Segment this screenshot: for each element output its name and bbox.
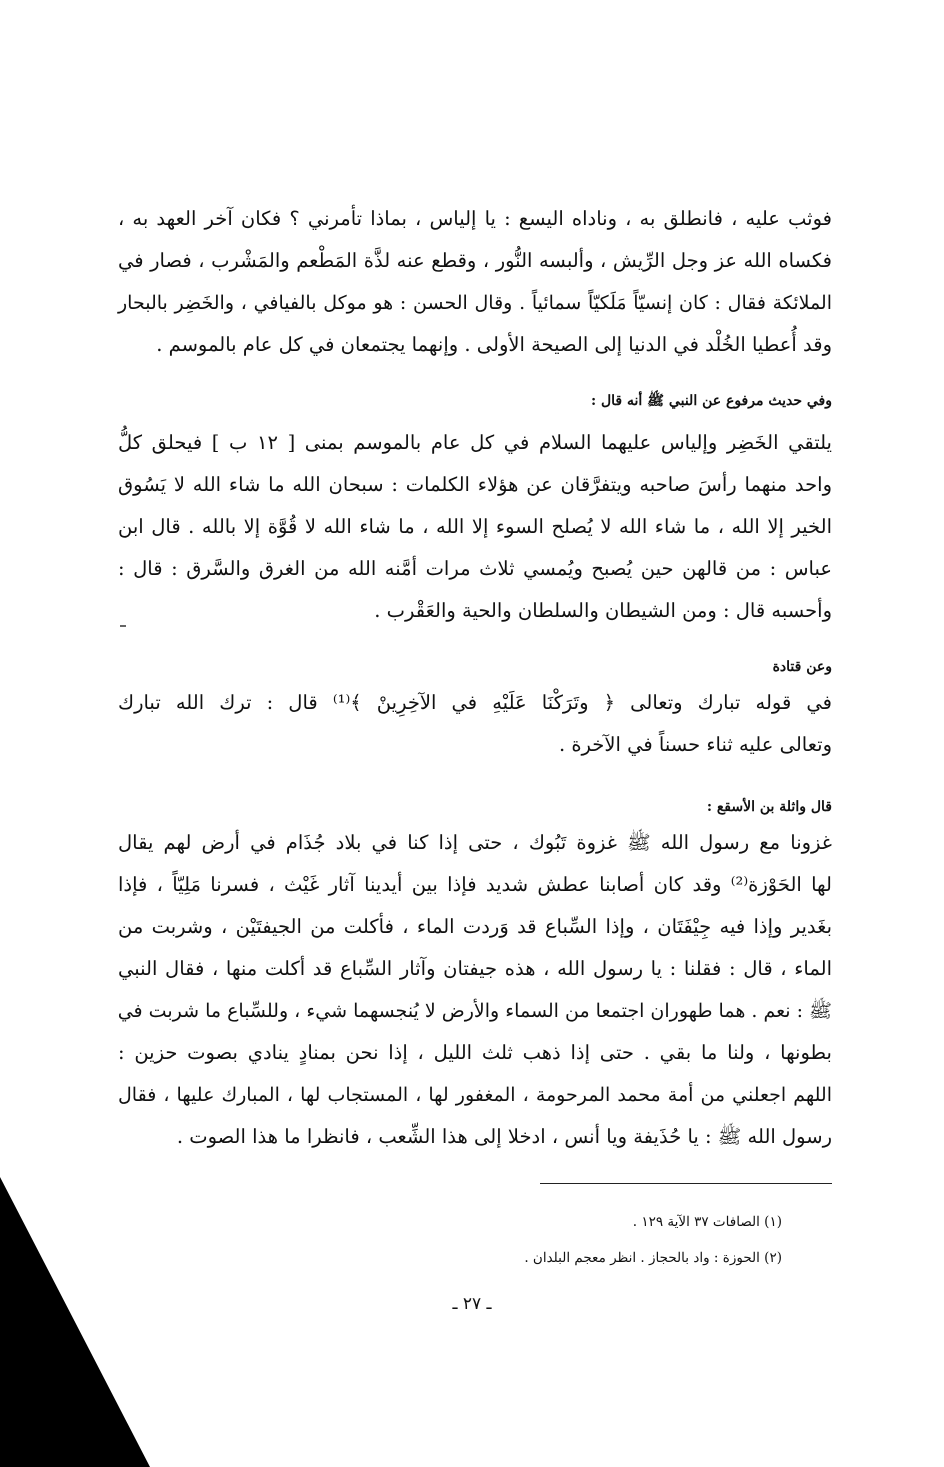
- text-line: لها الحَوْزة⁽²⁾ وقد كان أصابنا عطش شديد فإذا بين أيدينا آثار غَيْث ، فسرنا مَلِيّاً ، فإذا: [118, 873, 832, 896]
- text-line: رسول الله ﷺ : يا حُذَيفة ويا أنس ، ادخلا إلى هذا الشِّعب ، فانظرا ما هذا الصوت .: [176, 1125, 832, 1148]
- paragraph-4: [118, 794, 832, 820]
- paragraph-4-body: [118, 822, 832, 1158]
- text-line: عباس : من قالهن حين يُصبح ويُمسي ثلاث مرات أمَّنه الله من الغرق والسَّرق : قال :: [118, 557, 832, 580]
- text-line: ﷺ : نعم . هما طهوران اجتمعا من السماء والأرض لا يُنجسهما شيء ، وللسِّباع ما شربت في: [117, 1000, 832, 1022]
- text-line: يلتقي الخَضِر وإلياس عليهما السلام في كل عام بالموسم بمنى [ ١٢ ب ] فيحلق كلُّ: [118, 431, 832, 454]
- text-line: اللهم اجعلني من أمة محمد المرحومة ، المغفور لها ، المستجاب لها ، المبارك عليها ، فقال: [118, 1084, 832, 1106]
- section-heading: قال واثلة بن الأسقع :: [706, 799, 832, 815]
- footnote-2: (٢) الحوزة : واد بالحجاز . انظر معجم البلدان .: [524, 1250, 782, 1266]
- text-line: الملائكة فقال : كان إنسيّاً مَلَكيّاً سمائياً . وقال الحسن : هو موكل بالفيافي ، والخَضِر بالبحار: [118, 292, 832, 314]
- paragraph-2: [118, 388, 832, 414]
- paragraph-1: [118, 198, 832, 366]
- text-line: وتعالى عليه ثناء حسناً في الآخرة .: [558, 733, 832, 756]
- page-number: ـ ٢٧ ـ: [452, 1294, 492, 1314]
- text-line: الماء ، قال : فقلنا : يا رسول الله ، هذه جيفتان وآثار السِّباع قد أكلت منها ، فقال النبي: [118, 957, 832, 980]
- text-line: فوثب عليه ، فانطلق به ، وناداه اليسع : يا إلياس ، بماذا تأمرني ؟ فكان آخر العهد به ،: [118, 207, 832, 230]
- section-heading: وعن قتادة: [772, 659, 832, 675]
- text-line: في قوله تبارك وتعالى ﴿ وتَرَكْنَا عَلَيْهِ في الآخِرِينْ ﴾⁽¹⁾ قال : ترك الله تبارك: [118, 691, 832, 714]
- scan-shadow-corner: [0, 1177, 150, 1467]
- text-line: فكساه الله عز وجل الرِّيش ، وألبسه النُّور ، وقطع عنه لذَّة المَطْعم والمَشْرب ، فصار في: [118, 249, 832, 272]
- paragraph-3: [118, 654, 832, 680]
- text-line: وأحسبه قال : ومن الشيطان والسلطان والحية والعَقْرب .: [374, 599, 832, 622]
- text-line: بطونها ، ولنا ما بقي . حتى إذا ذهب ثلث الليل ، إذا نحن بمنادٍ ينادي بصوت حزين :: [118, 1041, 832, 1064]
- text-line: وقد أُعطيا الخُلْد في الدنيا إلى الصيحة الأولى . وإنهما يجتمعان في كل عام بالموسم .: [156, 333, 832, 356]
- text-line: بغَدير وإذا فيه جِيْفَتَان ، وإذا السِّباع قد وَردت الماء ، فأكلت من الجيفتَيْن ، وشربت من: [118, 915, 832, 938]
- text-line: غزونا مع رسول الله ﷺ غزوة تَبُوك ، حتى إذا كنا في بلاد جُذَام في أرض لهم يقال: [118, 831, 832, 854]
- footnote-divider: [540, 1183, 832, 1184]
- paragraph-3-body: [118, 682, 832, 766]
- paragraph-2-body: [118, 422, 832, 632]
- text-line: واحد منهما رأسَ صاحبه ويتفرَّقان عن هؤلاء الكلمات : سبحان الله ما شاء الله لا يَسُوق: [118, 473, 832, 496]
- scan-speck: [120, 625, 126, 627]
- text-line: الخير إلا الله ، ما شاء الله لا يُصلح السوء إلا الله ، ما شاء الله لا قُوَّة إلا بالله . قال ابن: [118, 515, 832, 538]
- footnote-1: (١) الصافات ٣٧ الآية ١٢٩ .: [632, 1214, 782, 1230]
- section-heading: وفي حديث مرفوع عن النبي ﷺ أنه قال :: [590, 393, 832, 409]
